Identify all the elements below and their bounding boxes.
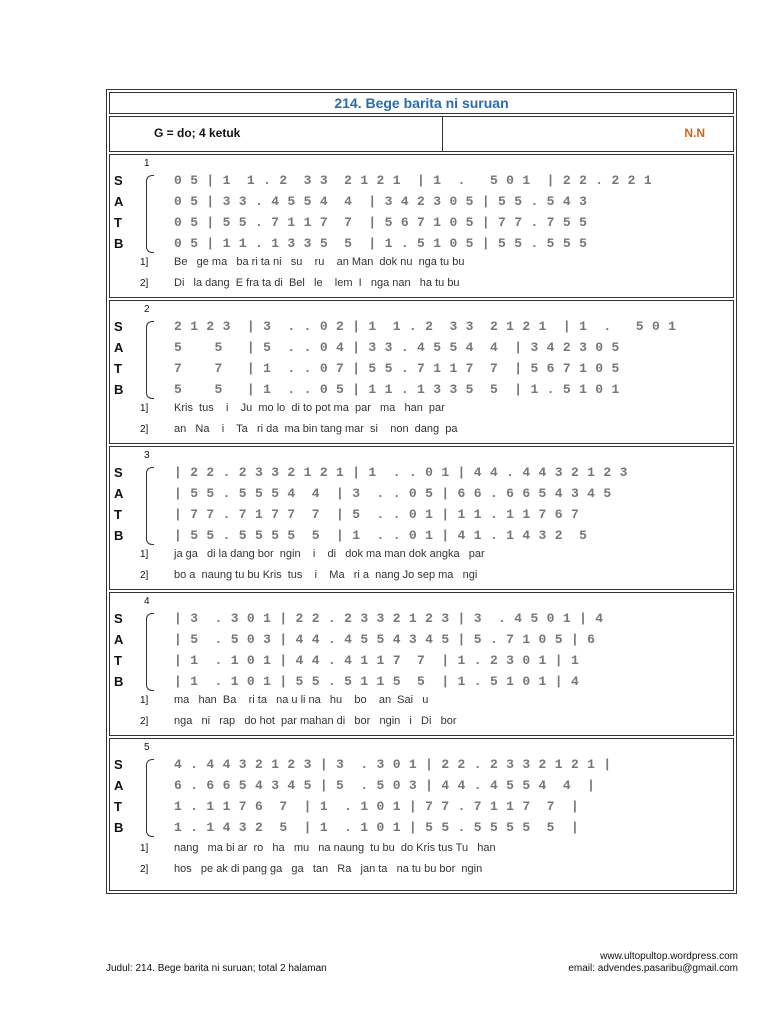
verse-2-label: 2] (140, 864, 149, 875)
bracket (146, 321, 154, 399)
voice-label-b: B (114, 382, 124, 397)
system-2 (109, 300, 734, 444)
verse-2-label: 2] (140, 424, 149, 435)
system-1 (109, 154, 734, 298)
bass-notes: | 1 . 1 0 1 | 5 5 . 5 1 1 5 5 | 1 . 5 1 0 1 | 4 (174, 674, 580, 689)
system-number: 2 (144, 304, 150, 315)
bracket (146, 759, 154, 837)
composer: N.N (684, 126, 705, 140)
voice-label-s: S (114, 173, 123, 188)
alto-notes: | 5 . 5 0 3 | 4 4 . 4 5 5 4 3 4 5 | 5 . 7 1 0 5 | 6 (174, 632, 596, 647)
tenor-notes: 1 . 1 1 7 6 7 | 1 . 1 0 1 | 7 7 . 7 1 1 7 7 | (174, 799, 580, 814)
system-number: 3 (144, 450, 150, 461)
soprano-notes: | 3 . 3 0 1 | 2 2 . 2 3 3 2 1 2 3 | 3 . 4 5 0 1 | 4 (174, 611, 604, 626)
bass-notes: 0 5 | 1 1 . 1 3 3 5 5 | 1 . 5 1 0 5 | 5 5 . 5 5 5 (174, 236, 588, 251)
voice-label-b: B (114, 820, 124, 835)
verse-1-lyrics: ma han Ba ri ta na u li na hu bo an Sai u (174, 694, 429, 706)
verse-2-lyrics: hos pe ak di pang ga ga tan Ra jan ta na tu bu bor ngin (174, 863, 483, 875)
footer-contact (568, 951, 738, 975)
voice-label-t: T (114, 799, 122, 814)
voice-label-t: T (114, 507, 122, 522)
bracket (146, 175, 154, 253)
song-title: 214. Bege barita ni suruan (109, 92, 734, 114)
score-sheet (106, 89, 737, 894)
voice-label-a: A (114, 778, 124, 793)
voice-label-s: S (114, 757, 123, 772)
verse-2-label: 2] (140, 570, 149, 581)
bass-notes: 1 . 1 4 3 2 5 | 1 . 1 0 1 | 5 5 . 5 5 5 5 5 | (174, 820, 580, 835)
system-3 (109, 446, 734, 590)
tenor-notes: | 1 . 1 0 1 | 4 4 . 4 1 1 7 7 | 1 . 2 3 0 1 | 1 (174, 653, 580, 668)
bass-notes: 5 5 | 1 . . 0 5 | 1 1 . 1 3 3 5 5 | 1 . 5 1 0 1 (174, 382, 620, 397)
verse-1-label: 1] (140, 695, 149, 706)
voice-label-a: A (114, 194, 124, 209)
voice-label-s: S (114, 465, 123, 480)
email-text: email: advendes.pasaribu@gmail.com (568, 963, 738, 974)
bracket (146, 467, 154, 545)
soprano-notes: 4 . 4 4 3 2 1 2 3 | 3 . 3 0 1 | 2 2 . 2 3 3 2 1 2 1 | (174, 757, 612, 772)
soprano-notes: 2 1 2 3 | 3 . . 0 2 | 1 1 . 2 3 3 2 1 2 1 | 1 . 5 0 1 (174, 319, 677, 334)
tenor-notes: 0 5 | 5 5 . 7 1 1 7 7 | 5 6 7 1 0 5 | 7 7 . 7 5 5 (174, 215, 588, 230)
system-number: 1 (144, 158, 150, 169)
key-signature: G = do; 4 ketuk (154, 126, 241, 140)
divider (442, 117, 443, 151)
voice-label-a: A (114, 340, 124, 355)
voice-label-t: T (114, 361, 122, 376)
voice-label-a: A (114, 632, 124, 647)
verse-1-label: 1] (140, 843, 149, 854)
system-number: 4 (144, 596, 150, 607)
key-row (109, 116, 734, 152)
alto-notes: | 5 5 . 5 5 5 4 4 | 3 . . 0 5 | 6 6 . 6 6 5 4 3 4 5 (174, 486, 612, 501)
alto-notes: 5 5 | 5 . . 0 4 | 3 3 . 4 5 5 4 4 | 3 4 2 3 0 5 (174, 340, 620, 355)
voice-label-b: B (114, 674, 124, 689)
tenor-notes: | 7 7 . 7 1 7 7 7 | 5 . . 0 1 | 1 1 . 1 1 7 6 7 (174, 507, 580, 522)
soprano-notes: | 2 2 . 2 3 3 2 1 2 1 | 1 . . 0 1 | 4 4 . 4 4 3 2 1 2 3 (174, 465, 628, 480)
voice-label-t: T (114, 215, 122, 230)
bracket (146, 613, 154, 691)
system-4 (109, 592, 734, 736)
verse-1-label: 1] (140, 257, 149, 268)
voice-label-b: B (114, 528, 124, 543)
voice-label-b: B (114, 236, 124, 251)
footer-title: Judul: 214. Bege barita ni suruan; total 2 halaman (106, 963, 327, 974)
verse-2-lyrics: an Na i Ta ri da ma bin tang mar si non dang pa (174, 423, 458, 435)
alto-notes: 0 5 | 3 3 . 4 5 5 4 4 | 3 4 2 3 0 5 | 5 5 . 5 4 3 (174, 194, 588, 209)
bass-notes: | 5 5 . 5 5 5 5 5 | 1 . . 0 1 | 4 1 . 1 4 3 2 5 (174, 528, 588, 543)
website-link[interactable]: www.ultopultop.wordpress.com (600, 951, 738, 962)
verse-2-lyrics: nga ni rap do hot par mahan di bor ngin i Di bor (174, 715, 457, 727)
verse-1-label: 1] (140, 549, 149, 560)
voice-label-t: T (114, 653, 122, 668)
verse-1-lyrics: Be ge ma ba ri ta ni su ru an Man dok nu nga tu bu (174, 256, 465, 268)
verse-1-lyrics: Kris tus i Ju mo lo di to pot ma par ma han par (174, 402, 445, 414)
voice-label-a: A (114, 486, 124, 501)
soprano-notes: 0 5 | 1 1 . 2 3 3 2 1 2 1 | 1 . 5 0 1 | 2 2 . 2 2 1 (174, 173, 652, 188)
verse-2-lyrics: bo a naung tu bu Kris tus i Ma ri a nang Jo sep ma ngi (174, 569, 478, 581)
voice-label-s: S (114, 319, 123, 334)
verse-2-lyrics: Di la dang E fra ta di Bel le lem I nga nan ha tu bu (174, 277, 460, 289)
verse-1-label: 1] (140, 403, 149, 414)
system-number: 5 (144, 742, 150, 753)
verse-2-label: 2] (140, 278, 149, 289)
voice-label-s: S (114, 611, 123, 626)
tenor-notes: 7 7 | 1 . . 0 7 | 5 5 . 7 1 1 7 7 | 5 6 7 1 0 5 (174, 361, 620, 376)
system-5 (109, 738, 734, 891)
verse-2-label: 2] (140, 716, 149, 727)
verse-1-lyrics: nang ma bi ar ro ha mu na naung tu bu do Kris tus Tu han (174, 842, 496, 854)
verse-1-lyrics: ja ga di la dang bor ngin i di dok ma man dok angka par (174, 548, 485, 560)
alto-notes: 6 . 6 6 5 4 3 4 5 | 5 . 5 0 3 | 4 4 . 4 5 5 4 4 | (174, 778, 596, 793)
